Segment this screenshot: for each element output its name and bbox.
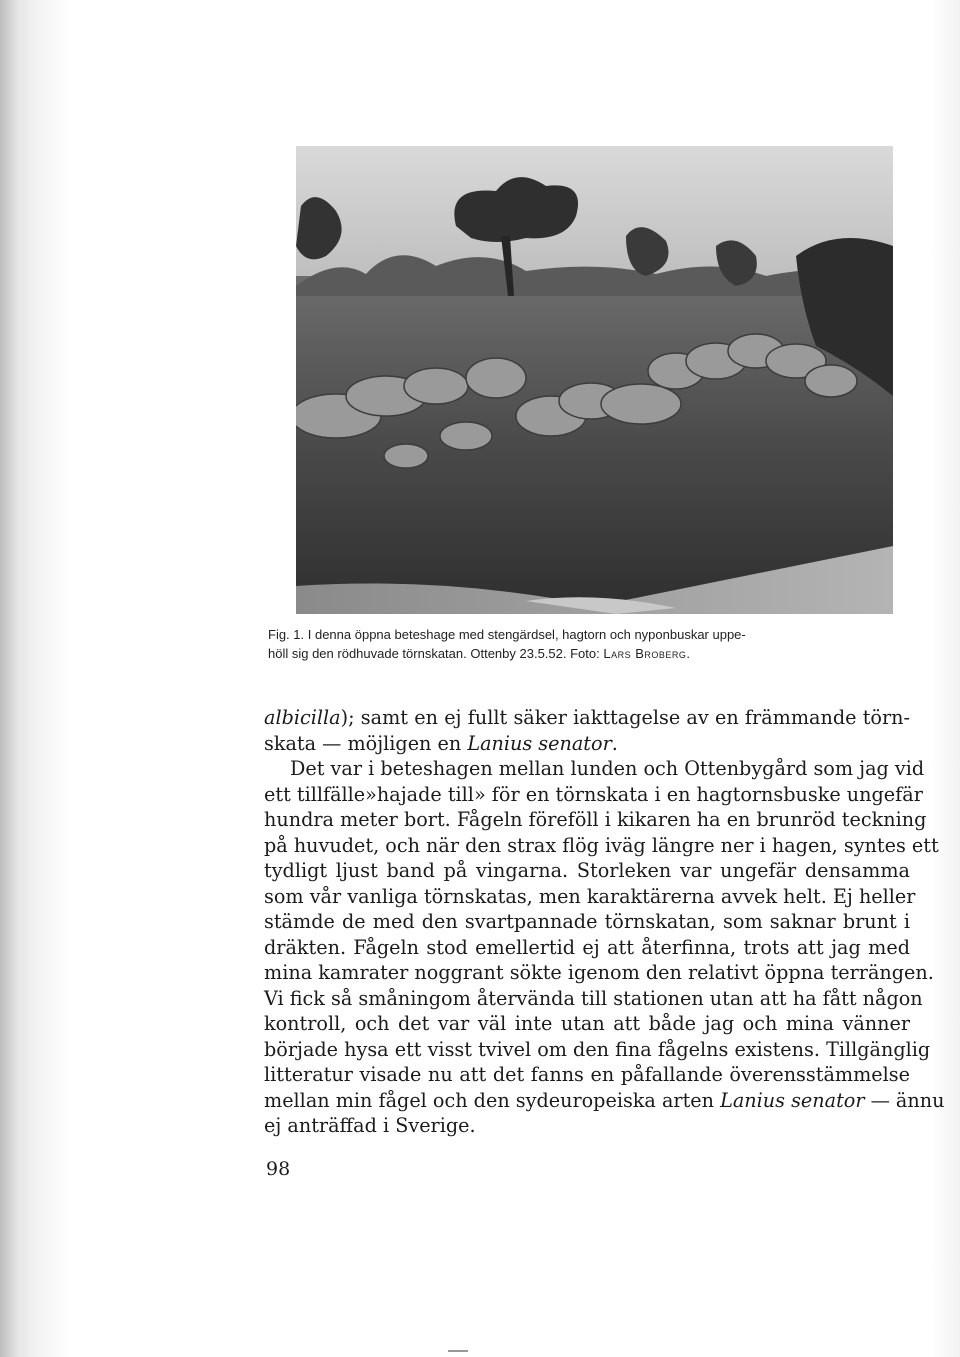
text-line: [264, 1113, 910, 1139]
text-line: [264, 782, 923, 808]
page-number: 98: [266, 1158, 291, 1180]
text-line: [264, 986, 923, 1012]
line-text: hundra meter bort. Fågeln föreföll i kikaren ha en brunröd teckning: [264, 808, 927, 831]
line-text: mellan min fågel och den sydeuropeiska arten: [264, 1088, 721, 1112]
line-text: som vår vanliga törnskatas, men karaktärerna avvek helt. Ej heller: [264, 884, 916, 908]
line-text: ej anträffad i Sverige.: [264, 1114, 476, 1137]
figure-photo-pasture: [296, 146, 893, 614]
line-text: Vi fick så småningom återvända till stationen utan att ha fått någon: [264, 986, 923, 1010]
line-text: på huvudet, och när den strax flög iväg längre ner i hagen, syntes ett: [264, 833, 939, 857]
photographer-credit: Lars Broberg.: [603, 646, 691, 661]
text-line: [264, 833, 939, 859]
text-line: [264, 858, 910, 884]
line-text: litteratur visade nu att det fanns en påfallande överensstämmelse: [264, 1063, 910, 1086]
line-text: Det var i beteshagen mellan lunden och Ottenbygård som jag vid: [290, 757, 925, 780]
text-line: [264, 1037, 931, 1063]
line-text: började hysa ett visst tvivel om den fina fågelns existens. Tillgänglig: [264, 1037, 931, 1061]
italic-text: Lanius senator: [720, 1088, 865, 1112]
italic-text: albicilla: [264, 706, 341, 729]
text-line: [264, 909, 910, 935]
binding-shadow: [0, 0, 28, 1357]
line-text: skata — möjligen en: [264, 731, 468, 755]
text-line: [264, 1011, 910, 1037]
text-line: [264, 960, 934, 986]
text-line: [264, 756, 925, 782]
figure-caption: [268, 625, 908, 663]
text-line: [264, 1088, 945, 1114]
text-line: [264, 884, 916, 910]
italic-text: Lanius senator: [467, 731, 612, 755]
line-text: mina kamrater noggrant sökte igenom den relativt öppna terrängen.: [264, 961, 934, 984]
scan-mark: [448, 1350, 468, 1352]
figure-label: Fig. 1.: [268, 627, 305, 642]
line-text: stämde de med den svartpannade törnskatan, som saknar brunt i: [264, 910, 910, 933]
line-text: ); samt en ej fullt säker iakttagelse av en främmande törn-: [340, 706, 910, 729]
text-line: [264, 731, 910, 757]
line-text: — ännu: [864, 1088, 945, 1112]
text-line: [264, 1062, 910, 1088]
line-text: .: [611, 731, 618, 755]
line-text: ett tillfälle»hajade till» för en törnskata i en hagtornsbuske ungefär: [264, 782, 923, 806]
line-text: kontroll, och det var väl inte utan att både jag och mina vänner: [264, 1012, 910, 1035]
text-line: [264, 807, 927, 833]
line-text: dräkten. Fågeln stod emellertid ej att återfinna, trots att jag med: [264, 935, 910, 959]
text-line: [264, 705, 910, 731]
body-text: [264, 705, 945, 1139]
line-text: tydligt ljust band på vingarna. Storleken var ungefär densamma: [264, 859, 910, 882]
text-line: [264, 935, 910, 961]
caption-text-1: I denna öppna beteshage med stengärdsel, hagtorn och nyponbuskar uppe-: [307, 627, 746, 642]
caption-text-2: höll sig den rödhuvade törnskatan. Ottenby 23.5.52. Foto:: [268, 646, 600, 661]
